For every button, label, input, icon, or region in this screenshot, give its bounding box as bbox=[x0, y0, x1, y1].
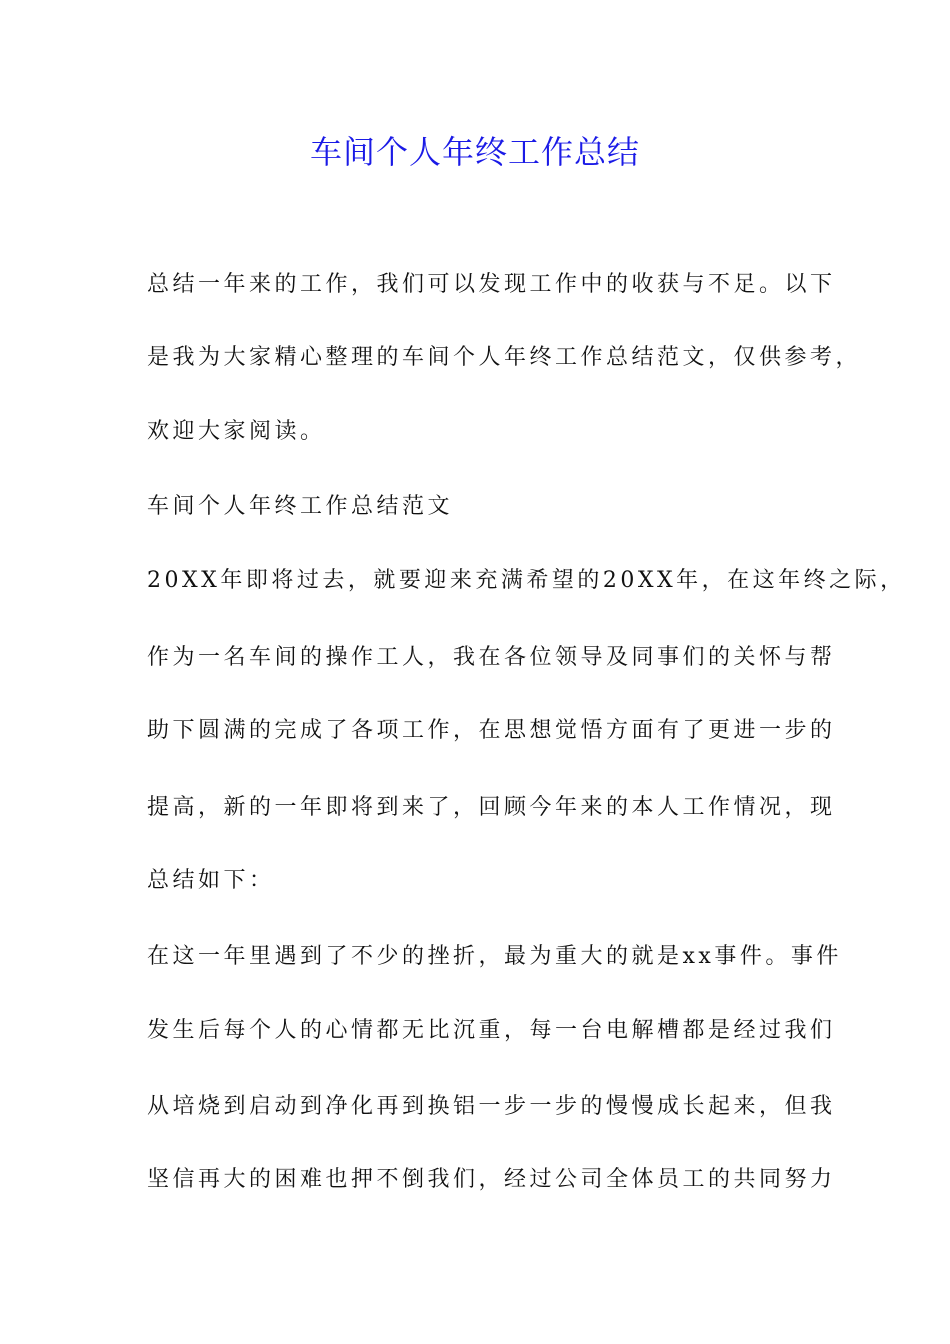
body-line: 助下圆满的完成了各项工作，在思想觉悟方面有了更进一步的 bbox=[147, 718, 836, 743]
document-title: 车间个人年终工作总结 bbox=[309, 133, 640, 171]
body-line: 从培烧到启动到净化再到换铝一步一步的慢慢成长起来，但我 bbox=[147, 1094, 836, 1119]
body-line: 总结一年来的工作，我们可以发现工作中的收获与不足。以下 bbox=[147, 272, 836, 297]
body-line: 发生后每个人的心情都无比沉重，每一台电解槽都是经过我们 bbox=[147, 1018, 836, 1043]
body-line: 20XX年即将过去，就要迎来充满希望的20XX年，在这年终之际， bbox=[147, 568, 906, 593]
body-line: 在这一年里遇到了不少的挫折，最为重大的就是xx事件。事件 bbox=[147, 944, 842, 969]
body-line: 是我为大家精心整理的车间个人年终工作总结范文，仅供参考， bbox=[147, 345, 862, 370]
body-line: 总结如下： bbox=[147, 868, 275, 893]
section-heading: 车间个人年终工作总结范文 bbox=[147, 494, 454, 519]
body-line: 坚信再大的困难也押不倒我们，经过公司全体员工的共同努力 bbox=[147, 1167, 836, 1192]
body-line: 作为一名车间的操作工人，我在各位领导及同事们的关怀与帮 bbox=[147, 645, 836, 670]
body-line: 提高，新的一年即将到来了，回顾今年来的本人工作情况，现 bbox=[147, 795, 836, 820]
body-line: 欢迎大家阅读。 bbox=[147, 419, 326, 444]
